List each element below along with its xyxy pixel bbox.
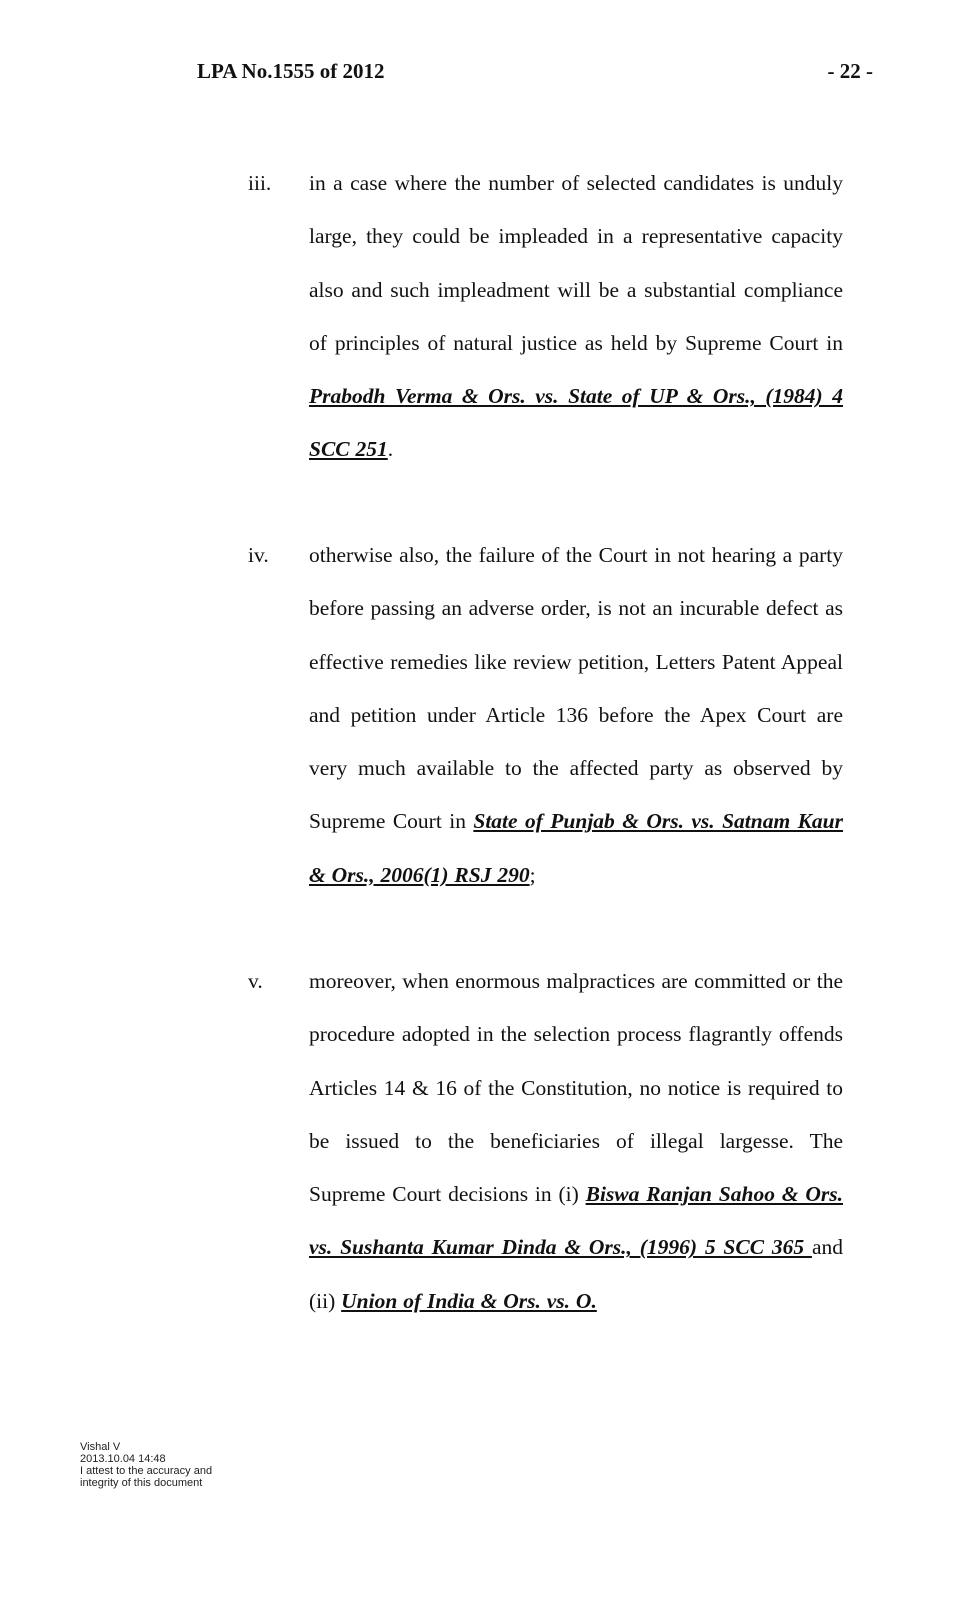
list-item-text [309,955,843,1328]
list-item-number: iii. [248,171,272,195]
signer-name: Vishal V [80,1441,121,1453]
item-text-segment: moreover, when enormous malpractices are committed or the procedure adopted in the selection process flagrantly offends Articles 14 & 16 of the Constitution, no notice is required to be issued to the beneficiaries of illegal largesse. The Supreme Court decisions in (i) [309,969,843,1207]
list-item-number: v. [248,969,263,993]
list-item-number: iv. [248,543,269,567]
page-header [197,56,873,86]
list-item-text [309,529,843,902]
case-number: LPA No.1555 of 2012 [197,59,385,83]
item-text-segment: and (ii) [309,1235,843,1313]
case-citation: State of Punjab & Ors. vs. Satnam Kaur & Ors., 2006(1) RSJ 290 [309,809,844,887]
signature-datetime: 2013.10.04 14:48 [80,1453,166,1465]
list-item-iv [248,529,843,902]
digital-signature-block [80,1441,212,1489]
case-citation: Union of India & Ors. vs. O. [341,1288,597,1313]
case-citation: Biswa Ranjan Sahoo & Ors. vs. Sushanta Kumar Dinda & Ors., (1996) 5 SCC 365 [309,1182,843,1260]
case-citation: Prabodh Verma & Ors. vs. State of UP & Ors., (1984) 4 SCC 251 [309,384,843,462]
attestation-line: I attest to the accuracy and [80,1465,213,1477]
item-text-segment: otherwise also, the failure of the Court in not hearing a party before passing an adverse order, is not an incurable defect as effective remedies like review petition, Letters Patent Appeal and petition under Article 136 before the Apex Court are very much available to the affected party as observed by Supreme Court in [309,543,843,834]
list-item-iii [248,157,843,477]
item-text-segment: in a case where the number of selected candidates is unduly large, they could be impleaded in a representative capacity also and such impleadment will be a substantial compliance of principles of natural justice as held by Supreme Court in [309,171,843,355]
attestation-line: integrity of this document [80,1477,203,1489]
item-text-segment: . [387,437,394,462]
list-item-v [248,955,843,1328]
item-text-segment: ; [529,862,536,887]
page-number: - 22 - [827,59,873,83]
list-item-text [309,157,843,477]
